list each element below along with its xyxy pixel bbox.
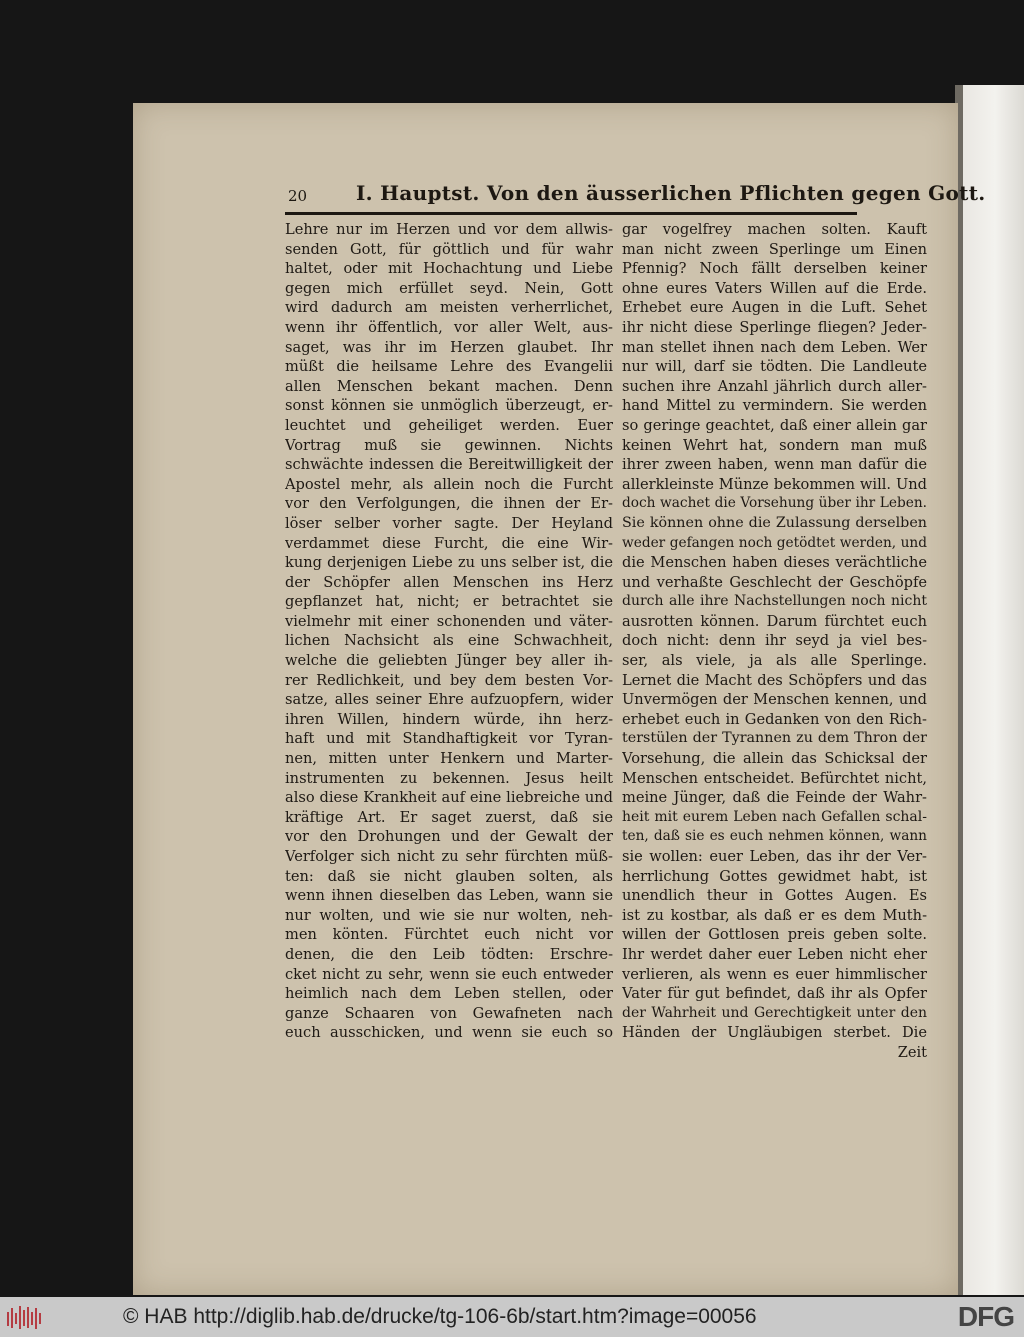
text-line: wird dadurch am meisten verherrlichet, [285, 299, 613, 317]
text-line: haft und mit Standhaftigkeit vor Tyran- [285, 730, 613, 748]
text-line: nen, mitten unter Henkern und Marter- [285, 750, 613, 768]
text-line: durch alle ihre Nachstellungen noch nicht [622, 593, 927, 610]
text-line: schwächte indessen die Bereitwilligkeit der [285, 456, 613, 474]
text-line: saget, was ihr im Herzen glaubet. Ihr [285, 338, 613, 356]
hab-logo-icon [6, 1304, 42, 1330]
copyright-link[interactable]: © HAB http://diglib.hab.de/drucke/tg-106-6b/start.htm?image=00056 [123, 1305, 757, 1328]
text-line: terstülen der Tyrannen zu dem Thron der [622, 730, 927, 747]
text-line: Unvermögen der Menschen kennen, und [622, 691, 927, 709]
text-line: hand Mittel zu vermindern. Sie werden [622, 397, 927, 415]
scanned-page [133, 103, 986, 1295]
text-line: ohne eures Vaters Willen auf die Erde. [622, 279, 927, 297]
page-header [288, 181, 1008, 207]
text-line: Lehre nur im Herzen und vor dem allwis- [285, 221, 613, 238]
text-line: man nicht zween Sperlinge um Einen [622, 240, 927, 258]
text-line: Apostel mehr, als allein noch die Furcht [285, 475, 613, 493]
text-line: erhebet euch in Gedanken von den Rich- [622, 710, 927, 728]
text-line: wenn ihr öffentlich, vor aller Welt, aus- [285, 318, 613, 336]
text-line: cket nicht zu sehr, wenn sie euch entweder [285, 965, 613, 983]
text-line: instrumenten zu bekennen. Jesus heilt [285, 769, 613, 787]
catchword: Zeit [897, 1043, 927, 1061]
text-line: und verhaßte Geschlecht der Geschöpfe [622, 573, 927, 591]
left-column [285, 220, 613, 1043]
text-line: ser, als viele, ja als alle Sperlinge. [622, 652, 927, 670]
text-line: ihren Willen, hindern würde, ihn herz- [285, 710, 613, 728]
text-line: wenn ihnen dieselben das Leben, wann sie [285, 887, 613, 905]
text-line: kräftige Art. Er saget zuerst, daß sie [285, 808, 613, 826]
text-line: allen Menschen bekant machen. Denn [285, 377, 613, 395]
text-line: allerkleinste Münze bekommen will. Und [622, 475, 927, 493]
text-line: herrlichung Gottes gewidmet habt, ist [622, 867, 927, 885]
text-line: ganze Schaaren von Gewafneten nach [285, 1004, 613, 1022]
text-line: Vortrag muß sie gewinnen. Nichts [285, 436, 613, 454]
text-line: willen der Gottlosen preis geben solte. [622, 926, 927, 944]
adjacent-page-edge [955, 85, 1024, 1295]
dfg-logo: DFG [957, 1301, 1014, 1332]
text-line: lichen Nachsicht als eine Schwachheit, [285, 632, 613, 650]
text-line: sie wollen: euer Leben, das ihr der Ver- [622, 848, 927, 865]
text-line: Vater für gut befindet, daß ihr als Opfer [622, 985, 927, 1003]
text-line: ten, daß sie es euch nehmen können, wann [622, 828, 927, 845]
text-line: Lernet die Macht des Schöpfers und das [622, 671, 927, 689]
header-rule [285, 212, 857, 215]
text-line: man stellet ihnen nach dem Leben. Wer [622, 338, 927, 356]
text-line: Pfennig? Noch fällt derselben keiner [622, 260, 927, 278]
text-line: kung derjenigen Liebe zu uns selber ist, die [285, 554, 613, 572]
text-line: ten: daß sie nicht glauben solten, als [285, 867, 613, 885]
text-line: Vorsehung, die allein das Schicksal der [622, 750, 927, 768]
text-line: denen, die den Leib tödten: Erschre- [285, 945, 613, 963]
text-line: Verfolger sich nicht zu sehr fürchten müß- [285, 848, 613, 865]
text-line: rer Redlichkeit, und bey dem besten Vor- [285, 671, 613, 689]
footer-bar [0, 1297, 1024, 1337]
text-line: die Menschen haben dieses verächtliche [622, 554, 927, 572]
text-line: verdammet diese Furcht, die eine Wir- [285, 534, 613, 552]
text-line: meine Jünger, daß die Feinde der Wahr- [622, 789, 927, 807]
text-line: nur will, darf sie tödten. Die Landleute [622, 358, 927, 376]
text-line: ihr nicht diese Sperlinge fliegen? Jeder- [622, 318, 927, 336]
text-line: löser selber vorher sagte. Der Heyland [285, 514, 613, 532]
text-line: men könten. Fürchtet euch nicht vor [285, 926, 613, 944]
text-line: Sie können ohne die Zulassung derselben [622, 514, 927, 531]
text-line: suchen ihre Anzahl jährlich durch aller- [622, 377, 927, 395]
text-line: Ihr werdet daher euer Leben nicht eher [622, 945, 927, 963]
text-line: ihrer zween haben, wenn man dafür die [622, 456, 927, 474]
page-number: 20 [288, 187, 308, 205]
text-line: müßt die heilsame Lehre des Evangelii [285, 358, 613, 376]
text-line: der Schöpfer allen Menschen ins Herz [285, 573, 613, 591]
text-line: vor den Verfolgungen, die ihnen der Er- [285, 495, 613, 513]
text-line: ist zu kostbar, als daß er es dem Muth- [622, 906, 927, 924]
text-line: weder gefangen noch getödtet werden, und [622, 534, 927, 551]
running-title: I. Hauptst. Von den äusserlichen Pflichten gegen Gott. [356, 181, 986, 205]
text-line: vor den Drohungen und der Gewalt der [285, 828, 613, 846]
text-line: ausrotten können. Darum fürchtet euch [622, 612, 927, 630]
text-line: so geringe geachtet, daß einer allein gar [622, 416, 927, 434]
text-line: der Wahrheit und Gerechtigkeit unter den [622, 1004, 927, 1021]
text-line: doch wachet die Vorsehung über ihr Leben. [622, 495, 927, 512]
text-line: keinen Wehrt hat, sondern man muß [622, 436, 927, 454]
text-line: sonst können sie unmöglich überzeugt, er- [285, 397, 613, 415]
text-line: doch nicht: denn ihr seyd ja viel bes- [622, 632, 927, 650]
text-line: haltet, oder mit Hochachtung und Liebe [285, 260, 613, 278]
text-line: heit mit eurem Leben nach Gefallen schal- [622, 808, 927, 825]
text-line: nur wolten, und wie sie nur wolten, neh- [285, 906, 613, 924]
text-line: gar vogelfrey machen solten. Kauft [622, 221, 927, 238]
text-line: verlieren, als wenn es euer himmlischer [622, 965, 927, 983]
text-line: Händen der Ungläubigen sterbet. Die [622, 1024, 927, 1042]
text-line: leuchtet und geheiliget werden. Euer [285, 416, 613, 434]
text-line: Menschen entscheidet. Befürchtet nicht, [622, 769, 927, 787]
text-line: unendlich theur in Gottes Augen. Es [622, 887, 927, 905]
text-line: senden Gott, für göttlich und für wahr [285, 240, 613, 258]
text-line: also diese Krankheit auf eine liebreiche und [285, 789, 613, 807]
text-line: Erhebet eure Augen in die Luft. Sehet [622, 299, 927, 317]
text-line: gegen mich erfüllet seyd. Nein, Gott [285, 279, 613, 297]
right-column [622, 220, 927, 1063]
text-line: heimlich nach dem Leben stellen, oder [285, 985, 613, 1003]
text-line: satze, alles seiner Ehre aufzuopfern, wider [285, 691, 613, 709]
text-line: gepflanzet hat, nicht; er betrachtet sie [285, 593, 613, 611]
text-line: vielmehr mit einer schonenden und väter- [285, 612, 613, 630]
text-line: euch ausschicken, und wenn sie euch so [285, 1024, 613, 1042]
text-line: welche die geliebten Jünger bey aller ih- [285, 652, 613, 670]
